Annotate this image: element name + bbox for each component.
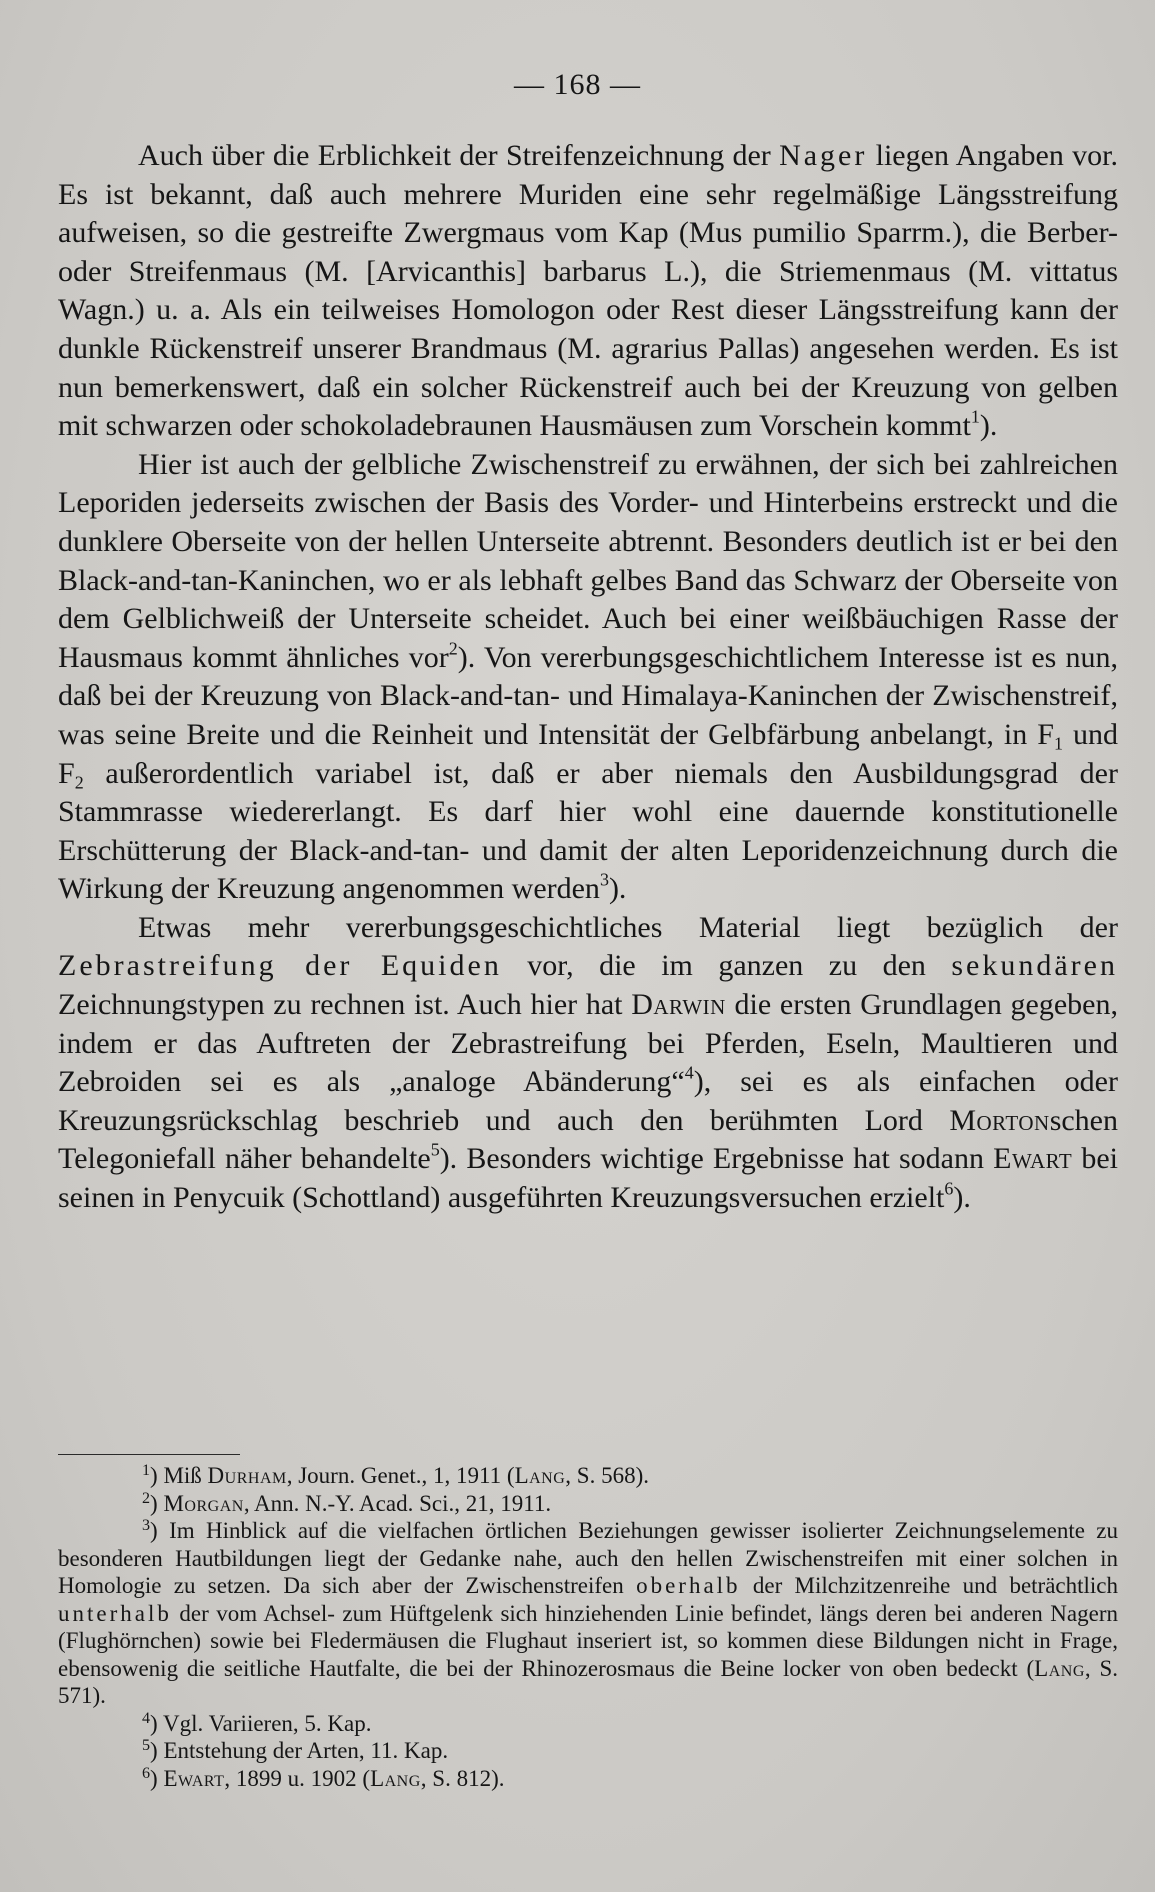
- page-number: — 168 —: [514, 68, 641, 101]
- footnote-ref: 5: [430, 1139, 440, 1160]
- spaced-term: Nager: [779, 139, 868, 172]
- author-name: Lang: [514, 1463, 566, 1488]
- footnote-4: $^4$) Vgl. Variieren, 5. Kap.: [142, 1709, 372, 1736]
- footnote-ref: 2: [448, 638, 458, 659]
- footnote-ref: 6: [944, 1178, 954, 1199]
- main-text: [58, 137, 1118, 1218]
- paragraph-zwischenstreif: Hier ist auch der gelbliche Zwischenstreif zu erwähnen, der sich bei zahlreichen Leporiden jederseits zwischen der Basis des Vorder- und Hinterbeins erstreckt und die dunklere Oberseite von der hellen Unterseite abtrennt. Besonders deutlich ist er bei den Black-and-tan-Kaninchen, wo er als lebhaft gelbes Band das Schwarz der Oberseite von dem Gelblichweiß der Unterseite scheidet. Auch bei einer weißbäuchigen Rasse der Hausmaus kommt ähnliches vor$^2$). Von vererbungsgeschichtlichem Interesse ist es nun, daß bei der Kreuzung von Black-and-tan- und Himalaya-Kaninchen der Zwischenstreif, was seine Breite und die Reinheit und Intensität der Gelbfärbung anbelangt, in $F_1$ und $F_2$ außerordentlich variabel ist, daß er aber niemals den Ausbildungsgrad der Stammrasse wiedererlangt. Es darf hier wohl eine dauernde konstitutionelle Erschütterung der Black-and-tan- und damit der alten Leporidenzeichnung durch die Wirkung der Kreuzung angenommen werden$^3$).: [58, 447, 1118, 906]
- generation-subscript: 2: [74, 771, 84, 792]
- author-name: Lang: [370, 1765, 421, 1791]
- spaced-term: oberhalb: [636, 1573, 741, 1598]
- spaced-term: sekundären: [951, 949, 1118, 983]
- footnote-6: $^6$) Ewart, 1899 u. 1902 (Lang, S. 812).: [142, 1764, 505, 1791]
- generation-subscript: 1: [1053, 733, 1063, 754]
- author-name: Morton: [949, 1103, 1050, 1137]
- author-name: Ewart: [993, 1142, 1073, 1176]
- author-name: Lang: [1034, 1655, 1085, 1681]
- footnote-5: $^5$) Entstehung der Arten, 11. Kap.: [142, 1736, 449, 1763]
- author-name: Durham: [207, 1463, 287, 1488]
- footnote-3: $^3$) Im Hinblick auf die vielfachen örtlichen Beziehungen gewisser isolierter Zeichnungselemente zu besonderen Hautbildungen liegt der Gedanke nahe, auch den hellen Zwischenstreifen mit einer solchen in Homologie zu setzen. Da sich aber der Zwischenstreifen oberhalb der Milchzitzenreihe und beträchtlich unterhalb der vom Achsel- zum Hüftgelenk sich hinziehenden Linie befindet, längs deren bei anderen Nagern (Flughörnchen) sowie bei Fledermäusen die Flughaut inseriert ist, so kommen diese Bildungen nicht in Frage, ebensowenig die seitliche Hautfalte, die bei der Rhinozerosmaus die Beine locker von oben bedeckt (Lang, S. 571).: [58, 1516, 1119, 1708]
- author-name: Darwin: [631, 988, 726, 1022]
- footnote-2: $^2$) Morgan, Ann. N.-Y. Acad. Sci., 21, 1911.: [142, 1489, 552, 1516]
- spaced-term: Zebrastreifung der Equiden: [58, 949, 502, 983]
- footnote-divider: [58, 1454, 240, 1455]
- author-name: Ewart: [163, 1765, 225, 1791]
- footnote-ref: 1: [970, 406, 980, 427]
- paragraph-zebrastreifung: Etwas mehr vererbungsgeschichtliches Material liegt bezüglich der Zebrastreifung der Equiden vor, die im ganzen zu den sekundären Zeichnungstypen zu rechnen ist. Auch hier hat Darwin die ersten Grundlagen gegeben, indem er das Auftreten der Zebrastreifung bei Pferden, Eseln, Maultieren und Zebroiden sei es als „analoge Abänderung“$^4$), sei es als einfachen oder Kreuzungsrückschlag beschrieb und auch den berühmten Lord Mortonschen Telegoniefall näher behandelte$^5$). Besonders wichtige Ergebnisse hat sodann Ewart bei seinen in Penycuik (Schottland) ausgeführten Kreuzungsversuchen erzielt$^6$).: [58, 910, 1118, 1215]
- author-name: Morgan: [163, 1490, 244, 1516]
- footnote-1: $^1$) Miß Durham, Journ. Genet., 1, 1911 (Lang, S. 568).: [142, 1461, 649, 1488]
- spaced-term: unterhalb: [58, 1600, 172, 1626]
- footnote-ref: 4: [684, 1062, 694, 1083]
- paragraph-nager: Auch über die Erblichkeit der Streifenzeichnung der Nager liegen Angaben vor. Es ist bekannt, daß auch mehrere Muriden eine sehr regelmäßige Längsstreifung aufweisen, so die gestreifte Zwergmaus vom Kap (Mus pumilio Sparrm.), die Berber- oder Streifenmaus (M. [Arvicanthis] barbarus L.), die Striemenmaus (M. vittatus Wagn.) u. a. Als ein teilweises Homologon oder Rest dieser Längsstreifung kann der dunkle Rückenstreif unserer Brandmaus (M. agrarius Pallas) angesehen werden. Es ist nun bemerkenswert, daß ein solcher Rückenstreif auch bei der Kreuzung von gelben mit schwarzen oder schokoladebraunen Hausmäusen zum Vorschein kommt$^1$).: [58, 139, 1118, 443]
- footnote-ref: 3: [599, 869, 609, 890]
- footnotes: [58, 1462, 1118, 1792]
